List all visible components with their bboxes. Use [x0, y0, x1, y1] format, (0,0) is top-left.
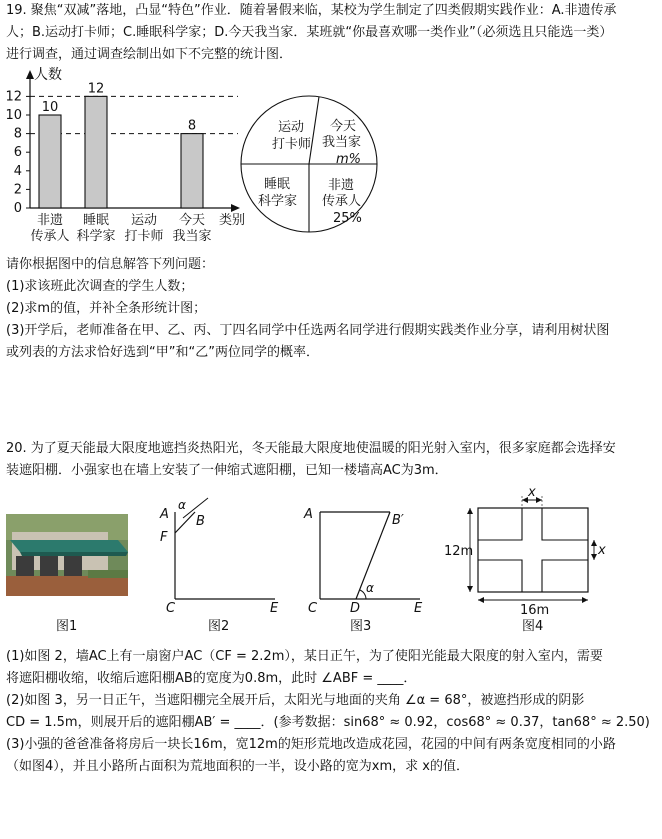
- category-label-3-line1: 今天: [178, 213, 206, 228]
- category-label-1-line2: 科学家: [76, 229, 116, 244]
- pie-label-sleep-1: 睡眠: [264, 177, 291, 192]
- fig4-label-height: 12m: [444, 544, 474, 559]
- fig2-label-E: E: [270, 601, 279, 616]
- q19-part-3a: (3)开学后，老师准备在甲、乙、丙、丁四名同学中任选两名同学进行假期实践类作业分享，请利用树状图: [6, 323, 610, 338]
- category-label-3-line2: 我当家: [172, 229, 212, 244]
- y-tick-label-4: 4: [13, 163, 22, 179]
- q19-line-3: 进行调查，通过调查绘制出如下不完整的统计图．: [6, 47, 293, 62]
- fig3-label-E: E: [414, 601, 423, 616]
- fig3-label-A: A: [304, 507, 313, 522]
- q20-part-1a: (1)如图 2，墙AC上有一扇窗户AC（CF = 2.2m），某日正午，为了使阳光能最大限度的射入室内，需要: [6, 649, 603, 664]
- fig3-label-C: C: [308, 601, 318, 616]
- fig2-label-B: B: [196, 514, 205, 529]
- bar-1: [85, 96, 107, 208]
- fig2-label-alpha: α: [178, 498, 186, 512]
- x-axis-arrow: [231, 204, 240, 212]
- y-tick-label-0: 0: [13, 201, 22, 216]
- bar-value-label-0: 10: [41, 100, 59, 115]
- x-axis-label: 类别: [219, 213, 246, 228]
- fig2-label-F: F: [160, 530, 168, 545]
- fig4-label-width: 16m: [520, 603, 550, 618]
- y-tick-label-2: 2: [13, 182, 22, 198]
- q19-line-2: 人；B.运动打卡师；C.睡眠科学家；D.今天我当家．某班就“你最喜欢哪一类作业”（必须选且只能选一类）: [6, 25, 613, 40]
- fig1-caption: 图1: [56, 619, 78, 634]
- bar-value-label-3: 8: [187, 118, 197, 134]
- category-label-2-line1: 运动: [130, 213, 158, 228]
- q19-part-1: (1)求该班此次调查的学生人数；: [6, 279, 194, 294]
- fig3-caption: 图3: [350, 619, 372, 634]
- y-tick-label-12: 12: [5, 89, 22, 105]
- q20-part-3b: （如图4），并且小路所占面积为荒地面积的一半，设小路的宽为xm，求 x的值．: [6, 759, 469, 774]
- q19-part-2: (2)求m的值，并补全条形统计图；: [6, 301, 207, 316]
- q20-part-2b: CD = 1.5m，则展开后的遮阳棚AB′ = ____．(参考数据：sin68° ≈ 0.92，cos68° ≈ 0.37，tan68° ≈ 2.50): [6, 715, 650, 730]
- awning-photo: [6, 514, 128, 596]
- q20-part-1b: 将遮阳棚收缩，收缩后遮阳棚AB的宽度为0.8m，此时 ∠ABF = ____．: [6, 671, 417, 686]
- bar-chart: [0, 62, 250, 250]
- pie-label-home-2: 我当家: [322, 135, 362, 150]
- fig2-label-A: A: [160, 507, 169, 522]
- pie-label-home-1: 今天: [330, 119, 357, 134]
- pie-label-sport-1: 运动: [278, 120, 305, 135]
- figure-3: [298, 496, 433, 621]
- y-tick-label-6: 6: [13, 145, 22, 161]
- fig3-label-D: D: [350, 601, 361, 616]
- y-tick-label-8: 8: [13, 126, 22, 142]
- category-label-0-line2: 传承人: [30, 229, 70, 244]
- bar-value-label-1: 12: [87, 81, 105, 97]
- figure-4: [440, 486, 610, 621]
- fig2-label-C: C: [166, 601, 176, 616]
- fig2-awning: [175, 512, 195, 533]
- q19-prompt: 请你根据图中的信息解答下列问题：: [6, 257, 215, 272]
- category-label-0-line1: 非遗: [36, 213, 64, 228]
- category-label-1-line1: 睡眠: [82, 213, 110, 228]
- pie-label-heritage-2: 传承人: [322, 194, 362, 209]
- pie-label-home-3: m%: [336, 152, 362, 167]
- pie-chart: [240, 80, 390, 250]
- fig4-plot: [478, 508, 588, 592]
- fig3-label-B: B′: [392, 513, 404, 528]
- y-axis-arrow: [26, 70, 34, 79]
- fig3-label-alpha: α: [366, 581, 374, 595]
- pie-label-heritage-3: 25%: [333, 211, 362, 226]
- pie-label-sport-2: 打卡师: [272, 137, 312, 152]
- q20-line-2: 装遮阳棚．小强家也在墙上安装了一伸缩式遮阳棚，已知一楼墙高AC为3m．: [6, 463, 448, 478]
- q19-line-1: 19. 聚焦“双减”落地，凸显“特色”作业．随着暑假来临，某校为学生制定了四类假期实践作业：A.非遗传承: [6, 3, 617, 18]
- q20-part-2a: (2)如图 3，另一日正午，当遮阳棚完全展开后，太阳光与地面的夹角 ∠α = 68°，被遮挡形成的阴影: [6, 693, 585, 708]
- figure-2: [150, 496, 290, 621]
- pie-label-sleep-2: 科学家: [258, 194, 298, 209]
- fig4-caption: 图4: [522, 619, 544, 634]
- y-tick-label-10: 10: [5, 108, 22, 123]
- pie-label-heritage-1: 非遗: [328, 178, 355, 193]
- q20-line-1: 20. 为了夏天能最大限度地遮挡炎热阳光，冬天能最大限度地使温暖的阳光射入室内，很多家庭都会选择安: [6, 441, 616, 456]
- q19-part-3b: 或列表的方法求恰好选到“甲”和“乙”两位同学的概率．: [6, 345, 319, 360]
- bar-3: [181, 134, 203, 208]
- bar-0: [39, 115, 61, 208]
- fig4-label-x-right: x: [598, 543, 606, 558]
- fig4-label-x-top: x: [528, 486, 536, 500]
- category-label-2-line2: 打卡师: [124, 229, 164, 244]
- y-axis-label: 人数: [34, 67, 62, 83]
- q20-part-3a: (3)小强的爸爸准备将房后一块长16m，宽12m的矩形荒地改造成花园，花园的中间有两条宽度相同的小路: [6, 737, 616, 752]
- fig2-caption: 图2: [208, 619, 230, 634]
